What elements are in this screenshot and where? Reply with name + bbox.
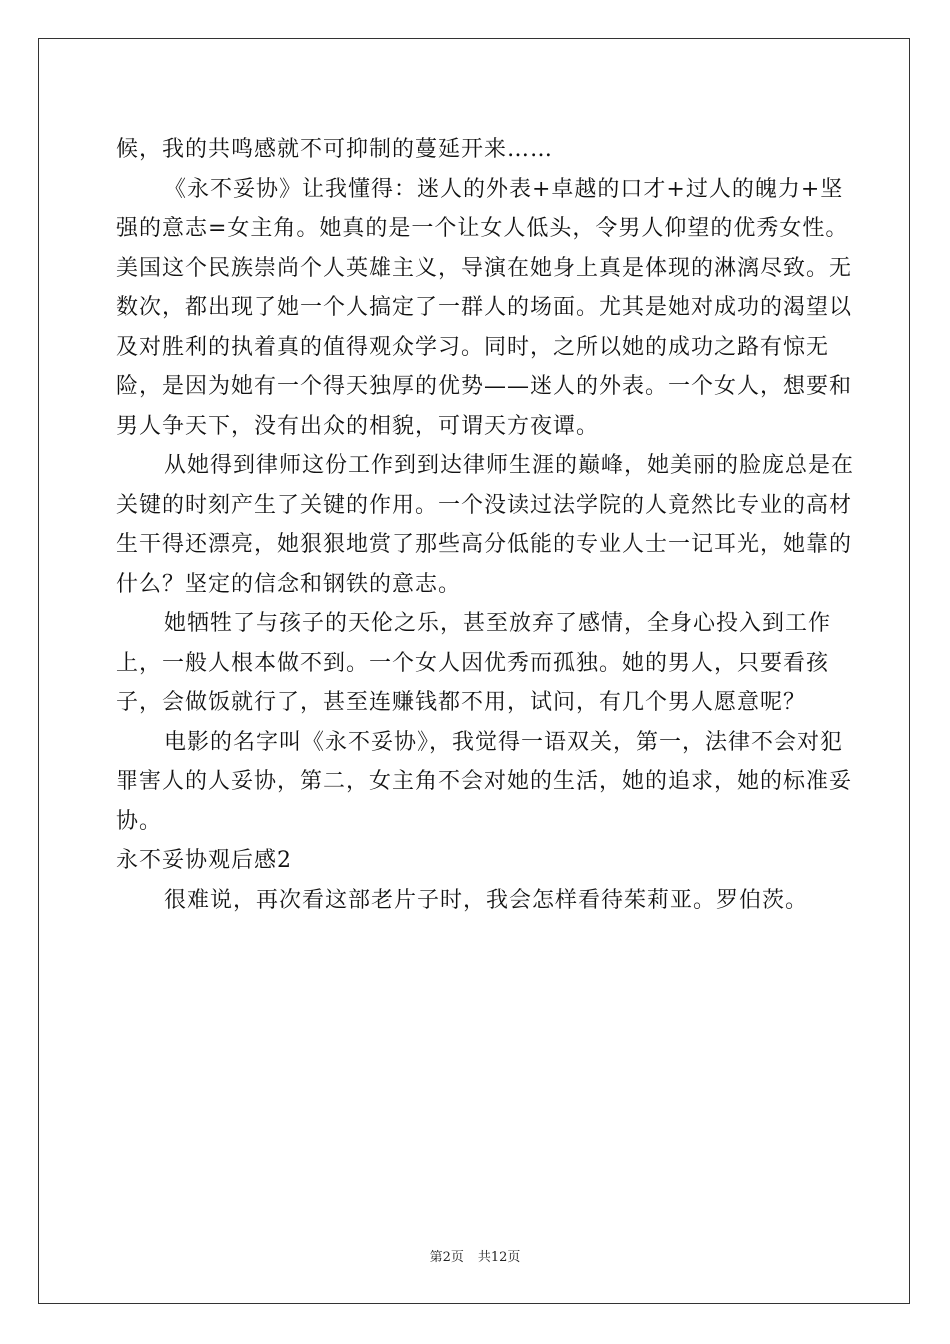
section-heading: 永不妥协观后感2 — [116, 848, 292, 873]
page-footer — [0, 1246, 950, 1265]
paragraph-4: 她牺牲了与孩子的天伦之乐，甚至放弃了感情，全身心投入到工作上，一般人根本做不到。一个女人因优秀而孤独。她的男人，只要看孩子，会做饭就行了，甚至连赚钱都不用，试问，有几个男人愿意呢？ — [116, 611, 832, 715]
paragraph-5: 电影的名字叫《永不妥协》，我觉得一语双关，第一，法律不会对犯罪害人的人妥协，第二，女主角不会对她的生活，她的追求，她的标准妥协。 — [116, 729, 853, 834]
total-pages: 共12页 — [477, 1250, 521, 1265]
paragraph-2: 《永不妥协》让我懂得：迷人的外表+卓越的口才+过人的魄力+坚强的意志=女主角。她真的是一个让女人低头，令男人仰望的优秀女性。美国这个民族崇尚个人英雄主义，导演在她身上真是体现的淋漓尽致。无数次，都出现了她一个人搞定了一群人的场面。尤其是她对成功的渴望以及对胜利的执着真的值得观众学习。同时，之所以她的成功之路有惊无险，是因为她有一个得天独厚的优势——迷人的外表。一个女人，想要和男人争天下，没有出众的相貌，可谓天方夜谭。 — [116, 176, 853, 439]
paragraph-1: 候，我的共鸣感就不可抑制的蔓延开来…… — [116, 137, 554, 162]
document-body — [116, 130, 856, 920]
paragraph-3: 从她得到律师这份工作到到达律师生涯的巅峰，她美丽的脸庞总是在关键的时刻产生了关键的作用。一个没读过法学院的人竟然比专业的高材生干得还漂亮，她狠狠地赏了那些高分低能的专业人士一记耳光，她靠的什么？坚定的信念和钢铁的意志。 — [116, 453, 855, 597]
paragraph-6: 很难说，再次看这部老片子时，我会怎样看待茱莉亚。罗伯茨。 — [164, 887, 809, 913]
page-number: 第2页 — [429, 1250, 464, 1265]
